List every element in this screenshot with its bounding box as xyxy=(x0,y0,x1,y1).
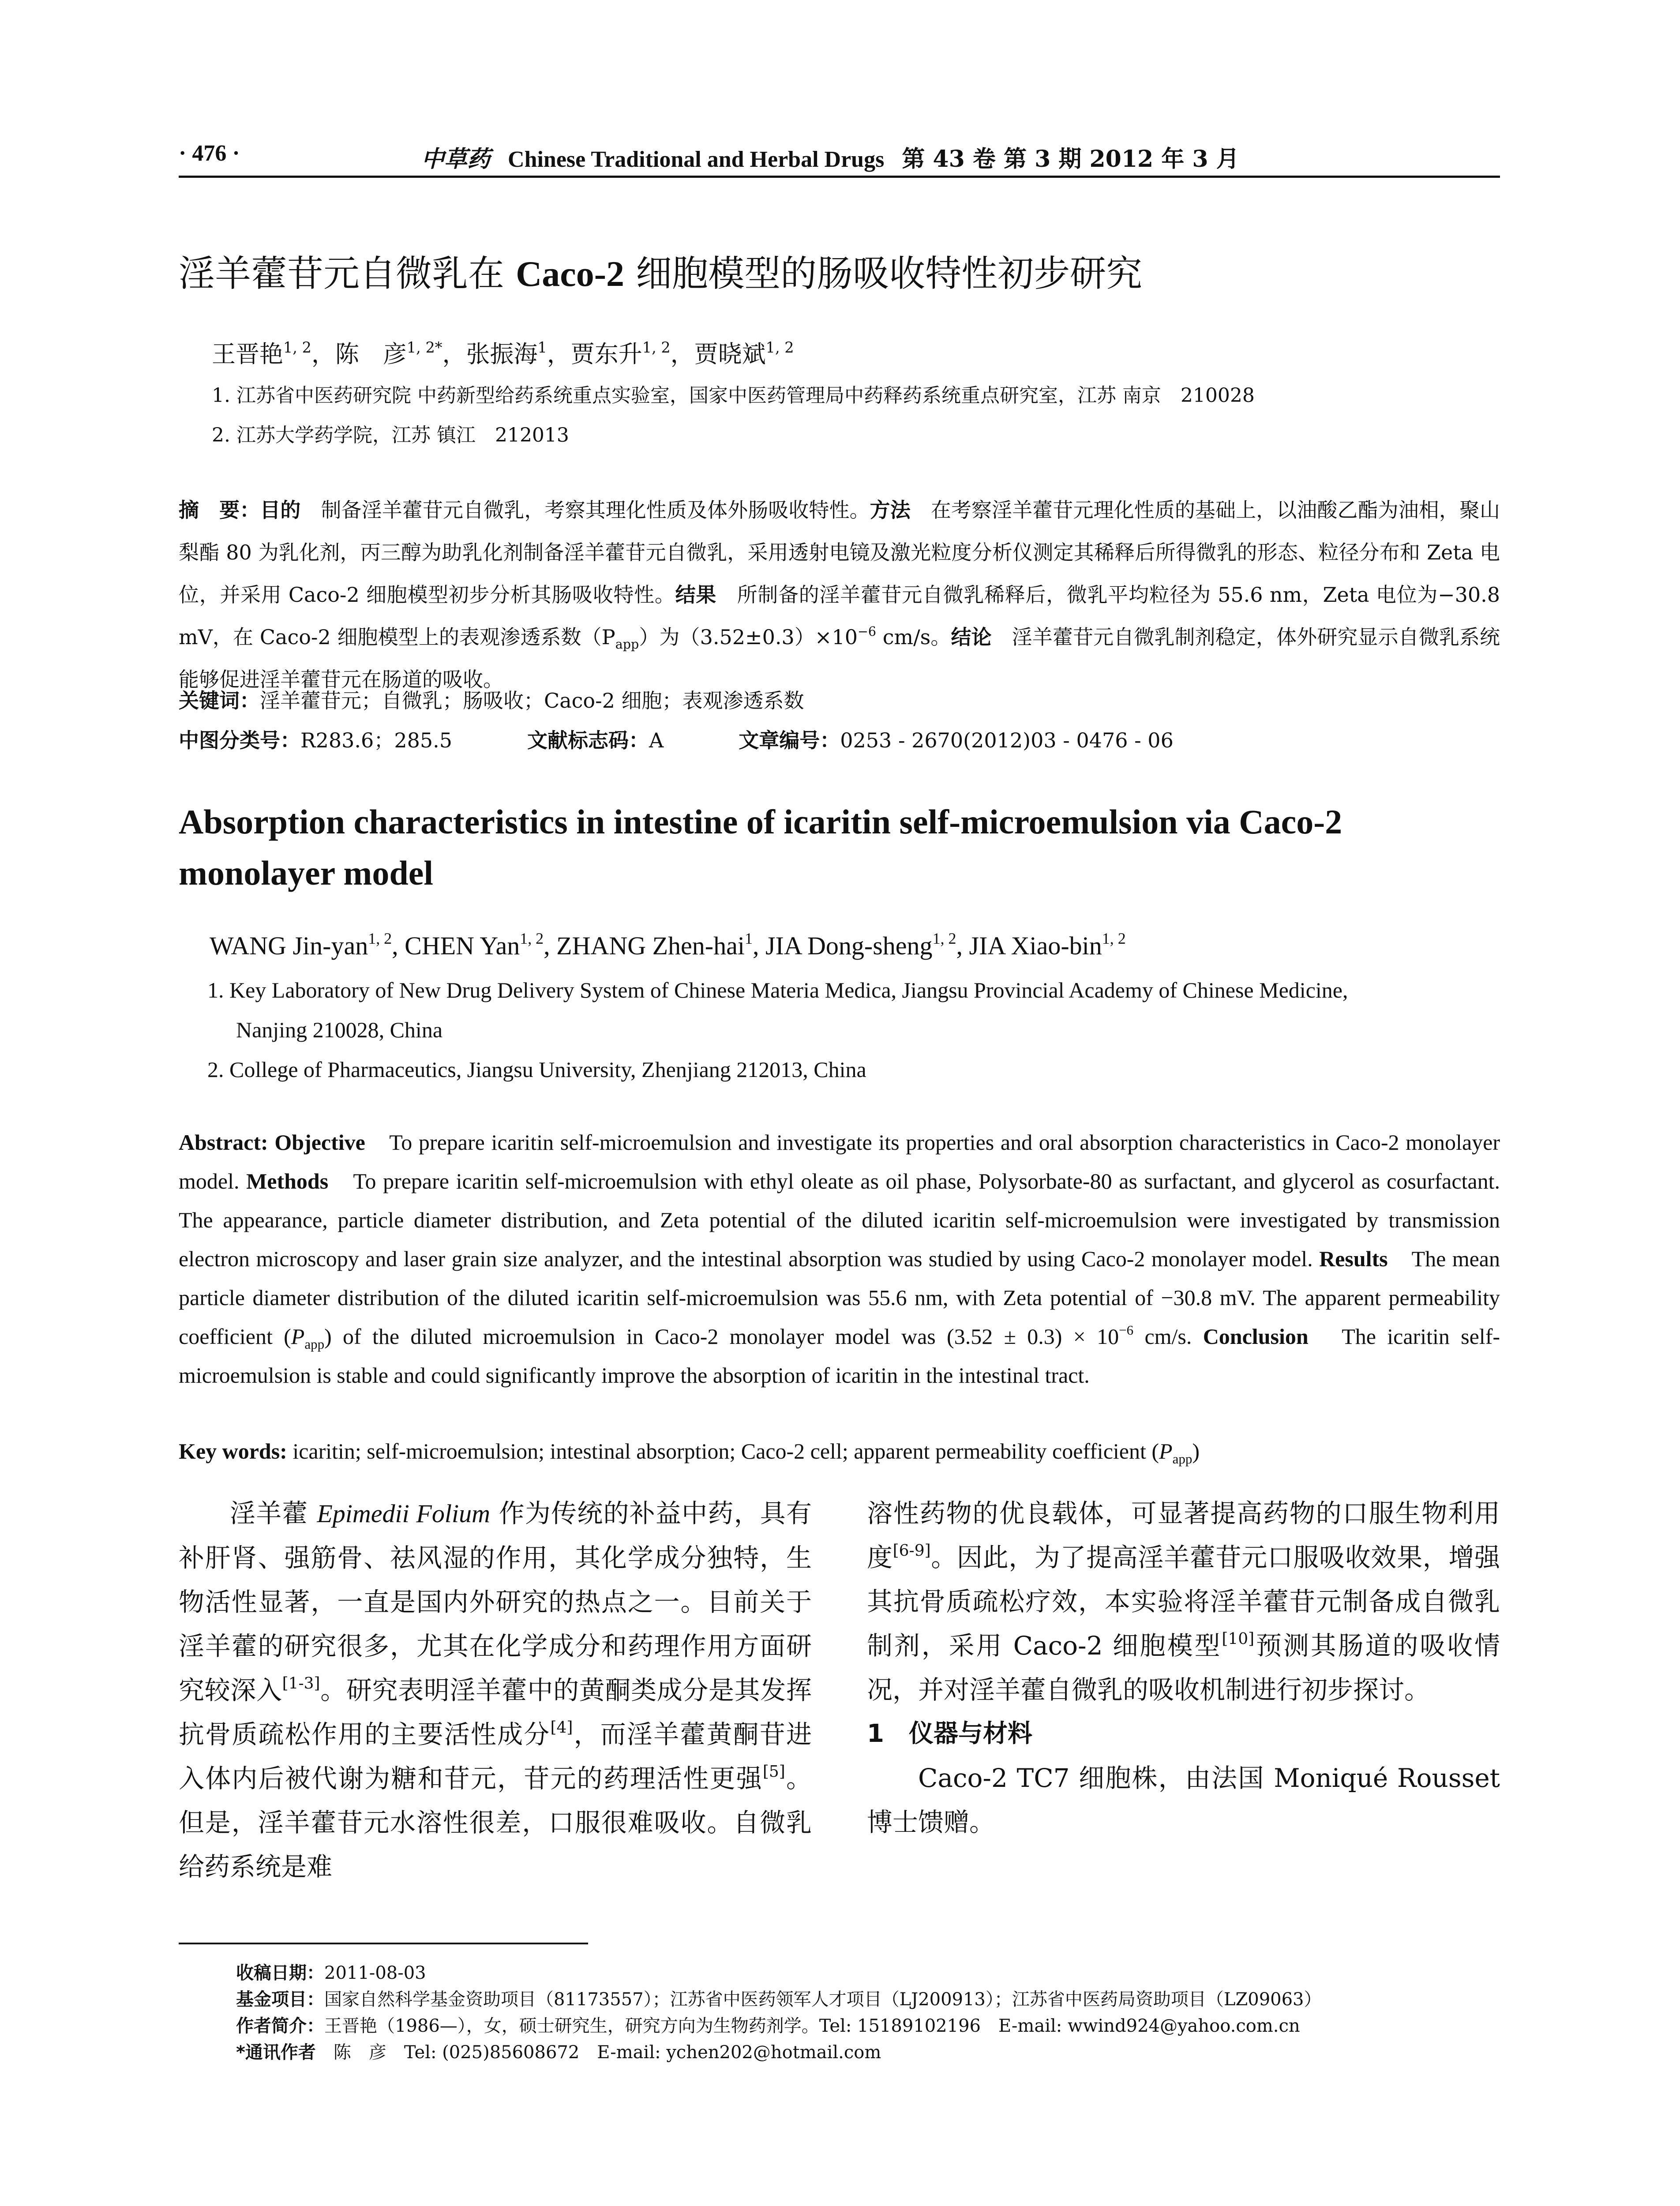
author-sep: ， xyxy=(547,340,571,368)
doc-code-label: 文献标志码： xyxy=(527,728,649,752)
footnote-rule xyxy=(179,1943,588,1944)
results-label: 结果 xyxy=(675,583,716,607)
conclusion-label: Conclusion xyxy=(1203,1324,1309,1349)
citation: [4] xyxy=(550,1718,573,1737)
author-name: WANG Jin-yan xyxy=(210,931,368,960)
keywords-text: ) xyxy=(1192,1439,1200,1463)
keywords-symbol: P xyxy=(1159,1439,1173,1463)
affiliation-cn-1: 1. 江苏省中医药研究院 中药新型给药系统重点实验室，国家中医药管理局中药释药系统重点研究室，江苏 南京 210028 xyxy=(212,384,1255,407)
body-text: 淫羊藿 xyxy=(230,1498,317,1528)
author-sep: , xyxy=(544,931,557,960)
keywords-label: 关键词： xyxy=(179,689,260,713)
conclusion-text: The icaritin self-microemulsion is stable and could significantly improve the absorption of icaritin in the intestinal tract. xyxy=(179,1324,1500,1388)
journal-name: Chinese Traditional and Herbal Drugs xyxy=(508,147,885,172)
doc-code-value: A xyxy=(649,728,664,752)
section-heading: 1 仪器与材料 xyxy=(867,1719,1032,1748)
author-sep: , xyxy=(956,931,969,960)
keywords-cn xyxy=(179,685,804,714)
results-text: The mean particle diameter distribution of the diluted icaritin self-microemulsion was 55.6 nm, with Zeta potential of −30.8 mV. The apparent permeability coefficient ( xyxy=(179,1246,1500,1349)
author-name: 王晋艳 xyxy=(212,340,283,368)
results-subscript: app xyxy=(304,1336,325,1352)
title-cn-part: 细胞模型的肠吸收特性初步研究 xyxy=(624,253,1143,295)
author-sep: , xyxy=(392,931,405,960)
page-number: · 476 · xyxy=(179,141,240,166)
author-sep: ， xyxy=(670,340,694,368)
keywords-text: 淫羊藿苷元；自微乳；肠吸收；Caco-2 细胞；表观渗透系数 xyxy=(260,689,804,713)
body-text: 。研究表明淫羊藿中的黄酮类成分是其发挥抗骨质疏松作用的主要活性成分 xyxy=(179,1675,812,1749)
author-affil: 1, 2 xyxy=(765,338,794,356)
citation: [5] xyxy=(762,1763,785,1781)
citation: [1-3] xyxy=(282,1674,320,1693)
author-name: 贾晓斌 xyxy=(694,340,766,368)
authors-cn xyxy=(212,335,794,369)
abstract-en xyxy=(179,1123,1500,1395)
authors-en xyxy=(210,931,1126,960)
abstract-label: 摘 要： xyxy=(179,498,260,522)
body-column-left xyxy=(179,1491,812,1889)
abstract-label: Abstract: Objective xyxy=(179,1130,365,1155)
author-name: 张振海 xyxy=(466,340,538,368)
keywords-label: Key words: xyxy=(179,1439,287,1463)
journal-logo: 中草药 xyxy=(421,146,491,173)
title-cn xyxy=(179,245,1142,296)
affiliation-en-1-cont: Nanjing 210028, China xyxy=(236,1017,443,1042)
body-text: 。但是，淫羊藿苷元水溶性很差，口服很难吸收。自微乳给药系统是难 xyxy=(179,1763,812,1882)
author-name: JIA Xiao-bin xyxy=(969,931,1102,960)
author-affil: 1 xyxy=(537,338,547,356)
results-exponent: −6 xyxy=(858,624,877,639)
objective-label: 目的 xyxy=(260,498,301,522)
author-affil: 1, 2 xyxy=(520,930,544,948)
author-affil: 1, 2* xyxy=(406,338,442,356)
results-text: cm/s. xyxy=(1133,1324,1203,1349)
results-text: ）为（3.52±0.3）×10 xyxy=(639,625,858,649)
body-text: 作为传统的补益中药，具有补肝肾、强筋骨、祛风湿的作用，其化学成分独特，生物活性显著，一直是国内外研究的热点之一。目前关于淫羊藿的研究很多，尤其在化学成分和药理作用方面研究较深入 xyxy=(179,1498,812,1705)
issue-info: 第 43 卷 第 3 期 2012 年 3 月 xyxy=(902,146,1239,173)
title-cn-part: Caco-2 xyxy=(516,254,624,294)
footnote-label: 收稿日期： xyxy=(236,1963,324,1983)
title-en: Absorption characteristics in intestine of icaritin self-microemulsion via Caco-2 monolayer model xyxy=(179,803,1342,892)
author-sep: ， xyxy=(311,340,335,368)
objective-text: To prepare icaritin self-microemulsion and investigate its properties and oral absorption characteristics in Caco-2 monolayer model. xyxy=(179,1130,1500,1193)
article-number-label: 文章编号： xyxy=(739,728,840,752)
clc-label: 中图分类号： xyxy=(179,728,300,752)
title-cn-part: 淫羊藿苷元自微乳在 xyxy=(179,253,516,295)
footnote-text: 2011-08-03 xyxy=(324,1963,426,1983)
body-column-right xyxy=(867,1491,1500,1844)
affiliation-en-2: 2. College of Pharmaceutics, Jiangsu University, Zhenjiang 212013, China xyxy=(207,1057,866,1082)
footnote-corresponding xyxy=(236,2038,881,2063)
author-affil: 1, 2 xyxy=(1102,930,1126,948)
results-label: Results xyxy=(1319,1246,1388,1271)
footnote-fund xyxy=(236,1985,1322,2011)
conclusion-text: 淫羊藿苷元自微乳制剂稳定，体外研究显示自微乳系统能够促进淫羊藿苷元在肠道的吸收。 xyxy=(179,625,1500,691)
author-name: JIA Dong-sheng xyxy=(765,931,933,960)
citation: [10] xyxy=(1222,1630,1255,1648)
author-name: 陈 彦 xyxy=(335,340,407,368)
author-sep: ， xyxy=(442,340,466,368)
author-affil: 1, 2 xyxy=(642,338,671,356)
keywords-subscript: app xyxy=(1172,1451,1192,1467)
results-symbol: P xyxy=(291,1324,305,1349)
footnote-received xyxy=(236,1959,426,1984)
footnote-label: *通讯作者 xyxy=(236,2042,316,2063)
body-paragraph xyxy=(179,1491,812,1889)
author-sep: , xyxy=(752,931,765,960)
article-number-value: 0253 - 2670(2012)03 - 0476 - 06 xyxy=(840,728,1174,752)
footnote-label: 作者简介： xyxy=(236,2016,324,2036)
footnote-text: 陈 彦 Tel: (025)85608672 E-mail: ychen202@hotmail.com xyxy=(315,2042,881,2063)
body-paragraph: Caco-2 TC7 细胞株，由法国 Moniqué Rousset 博士馈赠。 xyxy=(867,1763,1500,1837)
body-text: ，而淫羊藿黄酮苷进入体内后被代谢为糖和苷元，苷元的药理活性更强 xyxy=(179,1719,812,1793)
running-header xyxy=(179,140,1500,176)
footnote-author xyxy=(236,2012,1300,2037)
author-affil: 1, 2 xyxy=(368,930,392,948)
body-text: 溶性药物的优良载体，可显著提高药物的口服生物利用度 xyxy=(867,1498,1500,1572)
author-name: CHEN Yan xyxy=(405,931,520,960)
methods-text: 在考察淫羊藿苷元理化性质的基础上，以油酸乙酯为油相，聚山梨酯 80 为乳化剂，丙三醇为助乳化剂制备淫羊藿苷元自微乳，采用透射电镜及激光粒度分析仪测定其稀释后所得微乳的形态、粒径分布和 Zeta 电位，并采用 Caco-2 细胞模型初步分析其肠吸收特性。 xyxy=(179,498,1500,607)
methods-label: 方法 xyxy=(870,498,911,522)
author-name: 贾东升 xyxy=(570,340,642,368)
citation: [6-9] xyxy=(892,1542,931,1560)
results-text: cm/s。 xyxy=(876,625,951,649)
latin-name: Epimedii Folium xyxy=(317,1499,490,1528)
body-text: 预测其肠道的吸收情况，并对淫羊藿自微乳的吸收机制进行初步探讨。 xyxy=(867,1631,1500,1705)
body-paragraph xyxy=(867,1491,1500,1712)
affiliation-cn-2: 2. 江苏大学药学院，江苏 镇江 212013 xyxy=(212,424,569,446)
author-affil: 1, 2 xyxy=(283,338,311,356)
footnote-text: 王晋艳（1986—），女，硕士研究生，研究方向为生物药剂学。Tel: 15189102196 E-mail: wwind924@yahoo.com.cn xyxy=(324,2016,1300,2036)
abstract-cn xyxy=(179,489,1500,701)
header-rule xyxy=(179,176,1500,178)
footnote-text: 国家自然科学基金资助项目（81173557）；江苏省中医药领军人才项目（LJ200913）；江苏省中医药局资助项目（LZ09063） xyxy=(324,1989,1322,2010)
keywords-text: icaritin; self-microemulsion; intestinal absorption; Caco-2 cell; apparent permeability coefficient ( xyxy=(287,1439,1159,1463)
author-affil: 1 xyxy=(744,930,753,948)
body-text: 。因此，为了提高淫羊藿苷元口服吸收效果，增强其抗骨质疏松疗效，本实验将淫羊藿苷元制备成自微乳制剂，采用 Caco-2 细胞模型 xyxy=(867,1542,1500,1661)
methods-text: To prepare icaritin self-microemulsion with ethyl oleate as oil phase, Polysorbate-80 as surfactant, and glycerol as cosurfactant. The appearance, particle diameter distribution, and Zeta potential of the diluted icaritin self-microemulsion were investigated by transmission electron microscopy and laser grain size analyzer, and the intestinal absorption was studied by using Caco-2 monolayer model. xyxy=(179,1169,1500,1271)
objective-text: 制备淫羊藿苷元自微乳，考察其理化性质及体外肠吸收特性。 xyxy=(300,498,870,522)
classification-line xyxy=(179,724,1174,754)
methods-label: Methods xyxy=(246,1169,329,1193)
conclusion-label: 结论 xyxy=(951,625,992,649)
journal-line xyxy=(421,140,1239,173)
results-text: ) of the diluted microemulsion in Caco-2 monolayer model was (3.52 ± 0.3) × 10 xyxy=(324,1324,1119,1349)
results-text: 所制备的淫羊藿苷元自微乳稀释后，微乳平均粒径为 55.6 nm，Zeta 电位为−30.8 mV，在 Caco-2 细胞模型上的表观渗透系数（P xyxy=(179,583,1500,649)
results-subscript: app xyxy=(615,637,639,652)
author-name: ZHANG Zhen-hai xyxy=(556,931,745,960)
keywords-en xyxy=(179,1438,1500,1467)
footnote-label: 基金项目： xyxy=(236,1989,324,2010)
affiliation-en-1: 1. Key Laboratory of New Drug Delivery System of Chinese Materia Medica, Jiangsu Provincial Academy of Chinese Medicine, xyxy=(207,978,1348,1002)
author-affil: 1, 2 xyxy=(932,930,956,948)
results-exponent: −6 xyxy=(1119,1322,1134,1338)
clc-value: R283.6；285.5 xyxy=(300,728,453,752)
